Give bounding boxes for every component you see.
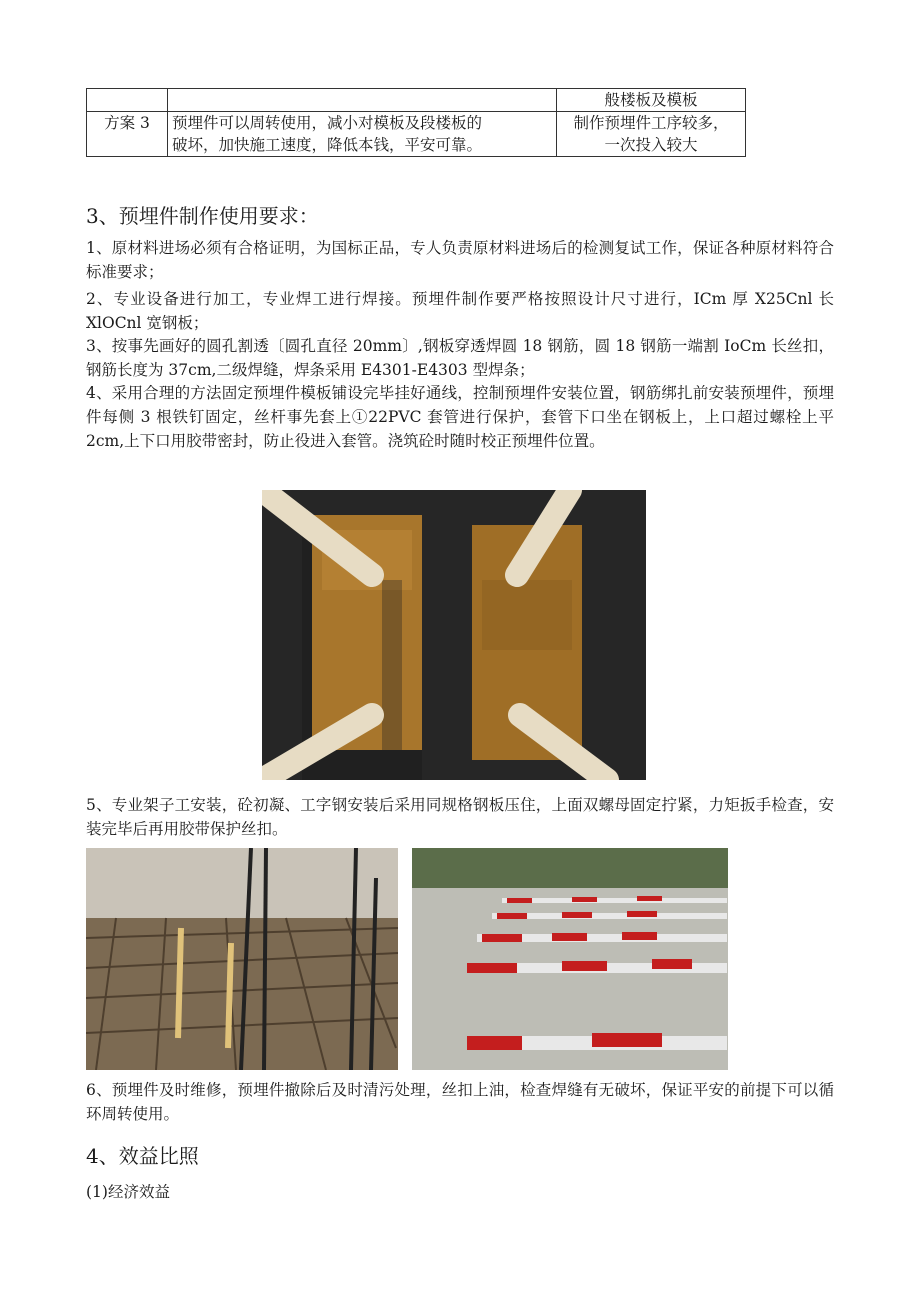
scheme-name-cell: 方案 3	[87, 112, 168, 157]
disadvantage-cell	[557, 112, 746, 157]
paragraph-item-5: 5、专业架子工安装，砼初凝、工字钢安装后采用同规格钢板压住，上面双螺母固定拧紧，力矩扳手检查，安装完毕后再用胶带保护丝扣。	[86, 796, 834, 838]
advantage-cell	[168, 112, 557, 157]
table-row	[87, 89, 746, 112]
table-cell: 般楼板及模板	[557, 89, 746, 112]
paragraph-item-2: 2、专业设备进行加工，专业焊工进行焊接。预埋件制作要严格按照设计尺寸进行，ICm 厚 X25Cnl 长 XlOCnl 宽钢板；	[86, 290, 834, 332]
paragraph-item-3: 3、按事先画好的圆孔割透〔圆孔直径 20mm〕,钢板穿透焊圆 18 钢筋，圆 18 钢筋一端割 IoCm 长丝扣，钢筋长度为 37cm,二级焊缝，焊条采用 E4301-E4303 型焊条；	[86, 337, 834, 379]
disadvantage-line: 制作预埋件工序较多，	[573, 114, 729, 132]
embedded-plate-photo	[262, 490, 646, 780]
paragraph-item-4: 4、采用合理的方法固定预埋件模板铺设完毕挂好通线，控制预埋件安装位置，钢筋绑扎前安装预埋件，预埋件每侧 3 根铁钉固定，丝杆事先套上①22PVC 套管进行保护，套管下口坐在钢板上，上口超过螺栓上平 2cm,上下口用胶带密封，防止役进入套管。浇筑砼时随时校正预埋件位置。	[86, 384, 834, 450]
scheme-comparison-table	[86, 88, 746, 157]
section4-heading: 4、效益比照	[86, 1144, 199, 1168]
table-cell	[168, 89, 557, 112]
slab-marker-photo	[412, 848, 728, 1070]
economic-benefit-subheading: (1)经济效益	[86, 1183, 170, 1201]
section3-heading: 3、预埋件制作使用要求：	[86, 204, 319, 228]
disadvantage-line: 一次投入较大	[604, 136, 698, 154]
table-row	[87, 112, 746, 157]
rebar-site-photo	[86, 848, 398, 1070]
advantage-line: 破坏，加快施工速度，降低本钱，平安可靠。	[172, 136, 483, 154]
table-cell	[87, 89, 168, 112]
paragraph-item-1: 1、原材料进场必须有合格证明，为国标正品，专人负责原材料进场后的检测复试工作，保证各种原材料符合标准要求；	[86, 239, 834, 281]
paragraph-item-6: 6、预埋件及时维修，预埋件撤除后及时清污处理，丝扣上油，检查焊缝有无破坏，保证平安的前提下可以循环周转使用。	[86, 1081, 834, 1123]
advantage-line: 预埋件可以周转使用，减小对模板及段楼板的	[172, 114, 483, 132]
